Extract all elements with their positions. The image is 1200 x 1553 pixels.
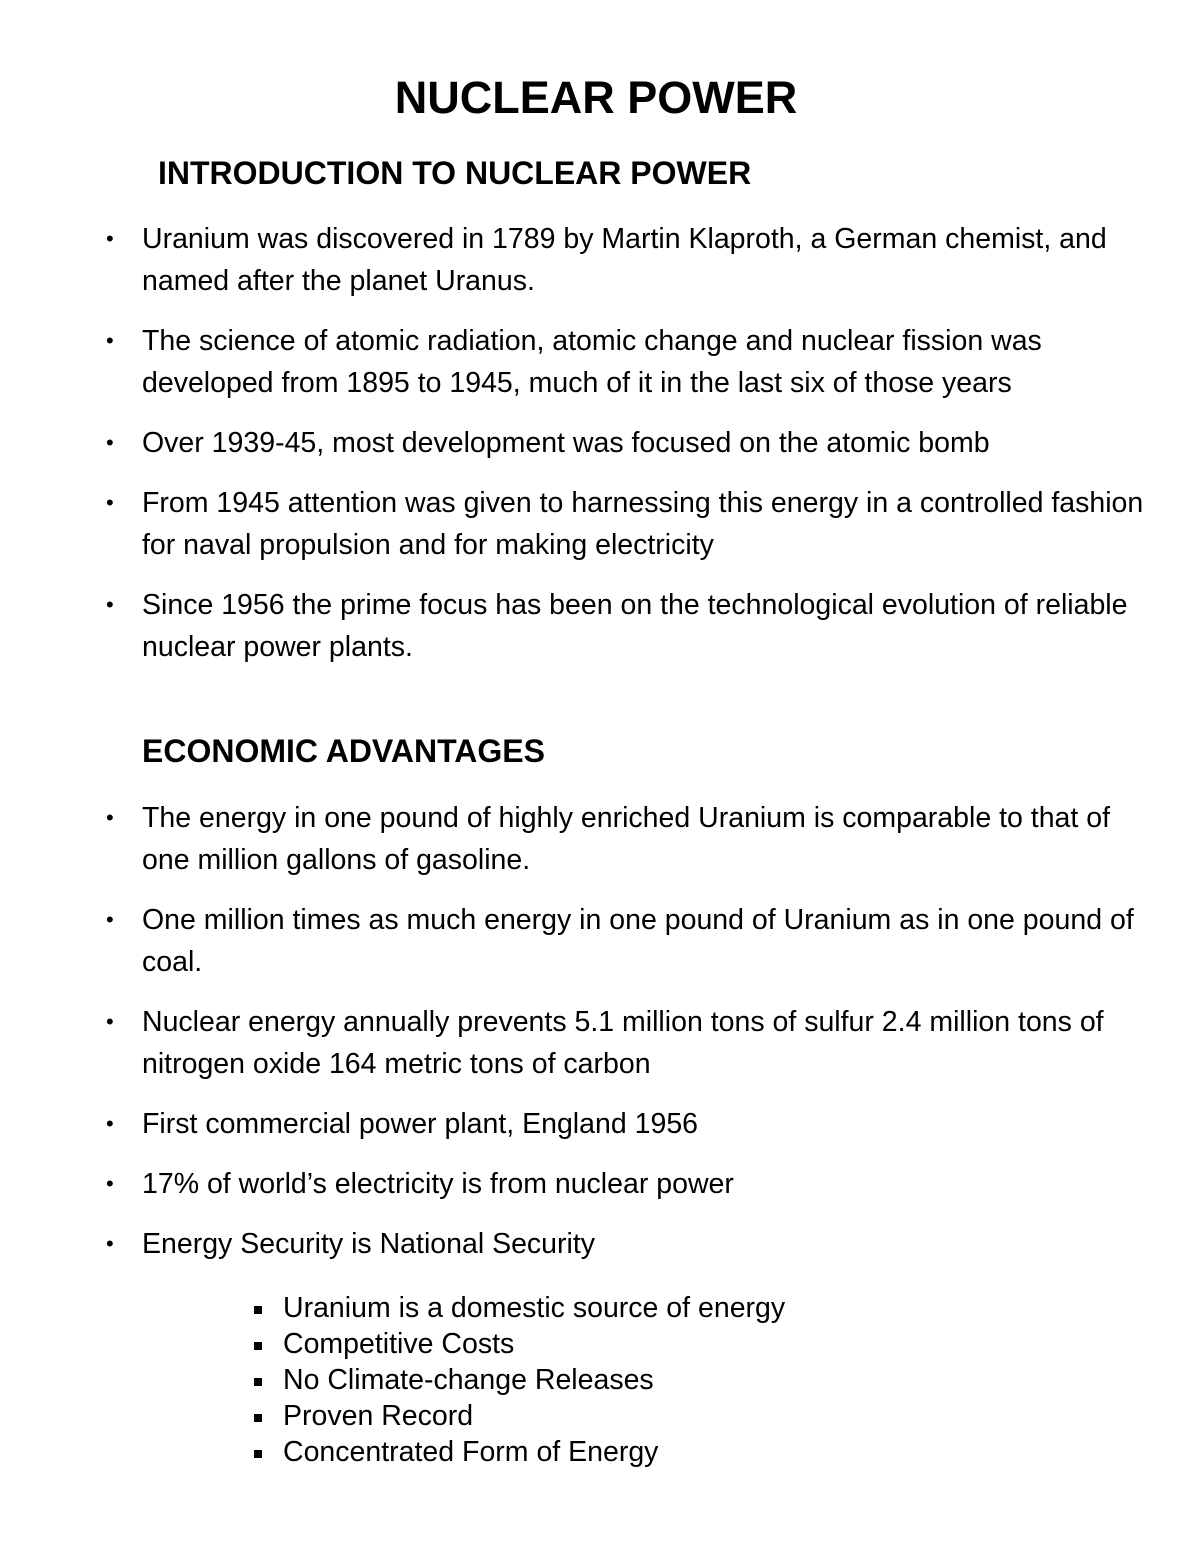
sublist-item-text: Proven Record bbox=[283, 1400, 474, 1432]
list-item bbox=[100, 422, 1160, 464]
bullet-icon: • bbox=[106, 328, 114, 353]
sublist-item bbox=[250, 1290, 785, 1326]
intro-heading: INTRODUCTION TO NUCLEAR POWER bbox=[158, 155, 752, 191]
sublist-item-text: Concentrated Form of Energy bbox=[283, 1436, 659, 1468]
list-item-text: From 1945 attention was given to harnessing this energy in a controlled fashion for naval propulsion and for making electricity bbox=[142, 487, 1144, 561]
sublist-item bbox=[250, 1398, 785, 1434]
bullet-icon: • bbox=[106, 805, 114, 830]
list-item-text: The science of atomic radiation, atomic change and nuclear fission was developed from 1895 to 1945, much of it in the last six of those years bbox=[142, 325, 1042, 399]
list-item-text: 17% of world’s electricity is from nuclear power bbox=[142, 1168, 734, 1200]
list-item bbox=[100, 1163, 1160, 1205]
square-bullet-icon bbox=[254, 1342, 262, 1350]
sublist-item bbox=[250, 1434, 785, 1470]
economic-heading: ECONOMIC ADVANTAGES bbox=[142, 733, 545, 769]
bullet-icon: • bbox=[106, 592, 114, 617]
list-item-text: Energy Security is National Security bbox=[142, 1228, 596, 1260]
list-item-text: Over 1939-45, most development was focused on the atomic bomb bbox=[142, 427, 990, 459]
list-item-text: The energy in one pound of highly enriched Uranium is comparable to that of one million gallons of gasoline. bbox=[142, 802, 1110, 876]
sublist-item bbox=[250, 1326, 785, 1362]
list-item bbox=[100, 482, 1160, 566]
list-item-text: Nuclear energy annually prevents 5.1 million tons of sulfur 2.4 million tons of nitrogen oxide 164 metric tons of carbon bbox=[142, 1006, 1104, 1080]
bullet-icon: • bbox=[106, 1171, 114, 1196]
bullet-icon: • bbox=[106, 1009, 114, 1034]
sublist-item bbox=[250, 1362, 785, 1398]
document-title: NUCLEAR POWER bbox=[394, 72, 798, 123]
list-item-text: One million times as much energy in one pound of Uranium as in one pound of coal. bbox=[142, 904, 1134, 978]
list-item-text: Uranium was discovered in 1789 by Martin Klaproth, a German chemist, and named after the planet Uranus. bbox=[142, 223, 1107, 297]
bullet-icon: • bbox=[106, 1231, 114, 1256]
list-item bbox=[100, 797, 1160, 881]
sublist-item-text: No Climate-change Releases bbox=[283, 1364, 654, 1396]
list-item bbox=[100, 320, 1160, 404]
bullet-icon: • bbox=[106, 907, 114, 932]
sublist-item-text: Competitive Costs bbox=[283, 1328, 515, 1360]
square-bullet-icon bbox=[254, 1414, 262, 1422]
list-item bbox=[100, 1103, 1160, 1145]
bullet-icon: • bbox=[106, 1111, 114, 1136]
list-item bbox=[100, 218, 1160, 302]
square-bullet-icon bbox=[254, 1378, 262, 1386]
square-bullet-icon bbox=[254, 1306, 262, 1314]
list-item-text: Since 1956 the prime focus has been on the technological evolution of reliable nuclear power plants. bbox=[142, 589, 1128, 663]
square-bullet-icon bbox=[254, 1450, 262, 1458]
list-item bbox=[100, 899, 1160, 983]
list-item bbox=[100, 1223, 1160, 1265]
list-item bbox=[100, 1001, 1160, 1085]
list-item bbox=[100, 584, 1160, 668]
bullet-icon: • bbox=[106, 226, 114, 251]
sublist-item-text: Uranium is a domestic source of energy bbox=[283, 1292, 786, 1324]
list-item-text: First commercial power plant, England 1956 bbox=[142, 1108, 699, 1140]
bullet-icon: • bbox=[106, 430, 114, 455]
bullet-icon: • bbox=[106, 490, 114, 515]
economic-list bbox=[100, 797, 1160, 1283]
security-sublist bbox=[250, 1290, 785, 1470]
intro-list bbox=[100, 218, 1160, 686]
